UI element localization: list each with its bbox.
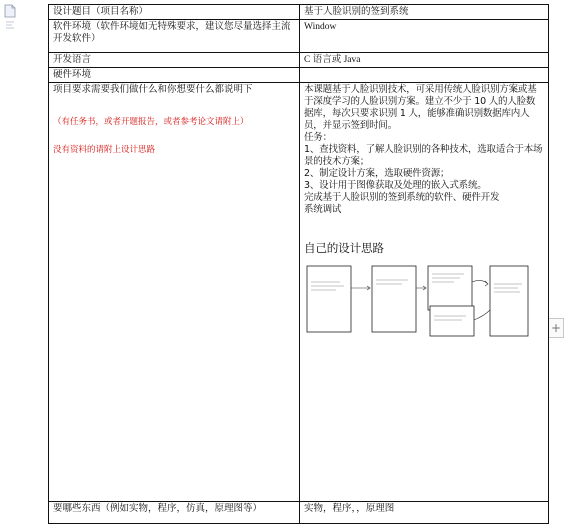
tasks-title: 任务： — [304, 132, 332, 143]
attachment-note: （有任务书，或者开题报告，或者参考论文请附上） — [53, 117, 249, 127]
table-row — [49, 20, 549, 53]
hardware-env-label: 硬件环境 — [49, 68, 300, 83]
table-row — [49, 68, 549, 83]
design-title-value[interactable]: 基于人脸识别的签到系统 — [300, 5, 549, 20]
document-icon — [4, 4, 16, 18]
table-row — [49, 502, 549, 524]
flow-arrow — [416, 286, 426, 290]
flow-box — [307, 266, 351, 332]
project-intro: 本课题基于人脸识别技术，可采用传统人脸识别方案或基于深度学习的人脸识别方案。建立不少于 10 人的人脸数据库，每次只要求识别 1 人，能够准确识别数据库内人员，并显示签到时间。 — [304, 84, 537, 131]
table-row — [49, 53, 549, 68]
flow-box — [430, 306, 474, 336]
flow-arrow — [472, 280, 488, 286]
design-idea-title: 自己的设计思路 — [304, 241, 384, 255]
requirements-content[interactable] — [300, 83, 549, 502]
table-row — [49, 5, 549, 20]
language-label: 开发语言 — [49, 53, 300, 68]
deliverables-value[interactable]: 实物，程序，，原理图 — [300, 502, 549, 524]
language-value[interactable]: C 语言或 Java — [300, 53, 549, 68]
software-env-value[interactable]: Window — [300, 20, 549, 53]
project-goal: 完成基于人脸识别的签到系统的软件、硬件开发 — [304, 192, 500, 203]
requirements-label: 项目要求需要我们做什么和你想要什么都说明下 — [53, 84, 253, 95]
deliverables-label: 要哪些东西（例如实物，程序，仿真，原理图等） — [49, 502, 300, 524]
design-title-label: 设计题目（项目名称） — [49, 5, 300, 20]
hardware-env-value[interactable] — [300, 68, 549, 83]
table-row — [49, 83, 549, 502]
software-env-label: 软件环境（软件环境如无特殊要求，建议您尽量选择主流开发软件） — [49, 20, 300, 53]
flow-box — [490, 266, 528, 336]
design-flow-diagram — [304, 264, 530, 340]
flow-box — [372, 266, 416, 332]
system-debug: 系统调试 — [304, 204, 342, 215]
flow-box — [428, 266, 472, 310]
task-item-2: 2、制定设计方案，选取硬件资源； — [304, 168, 450, 179]
requirements-cell — [49, 83, 300, 502]
design-idea-note: 没有资料的请附上设计思路 — [53, 145, 156, 155]
task-item-3: 3、设计用于图像获取及处理的嵌入式系统。 — [304, 180, 487, 191]
task-item-1: 1、查找资料，了解人脸识别的各种技术，选取适合于本场景的技术方案； — [304, 144, 543, 167]
project-form-table — [48, 4, 549, 524]
paragraph-mark-icon — [4, 20, 16, 30]
flow-arrow — [351, 286, 370, 290]
flow-arrow — [474, 310, 490, 320]
expand-plus-button[interactable]: + — [548, 318, 564, 338]
